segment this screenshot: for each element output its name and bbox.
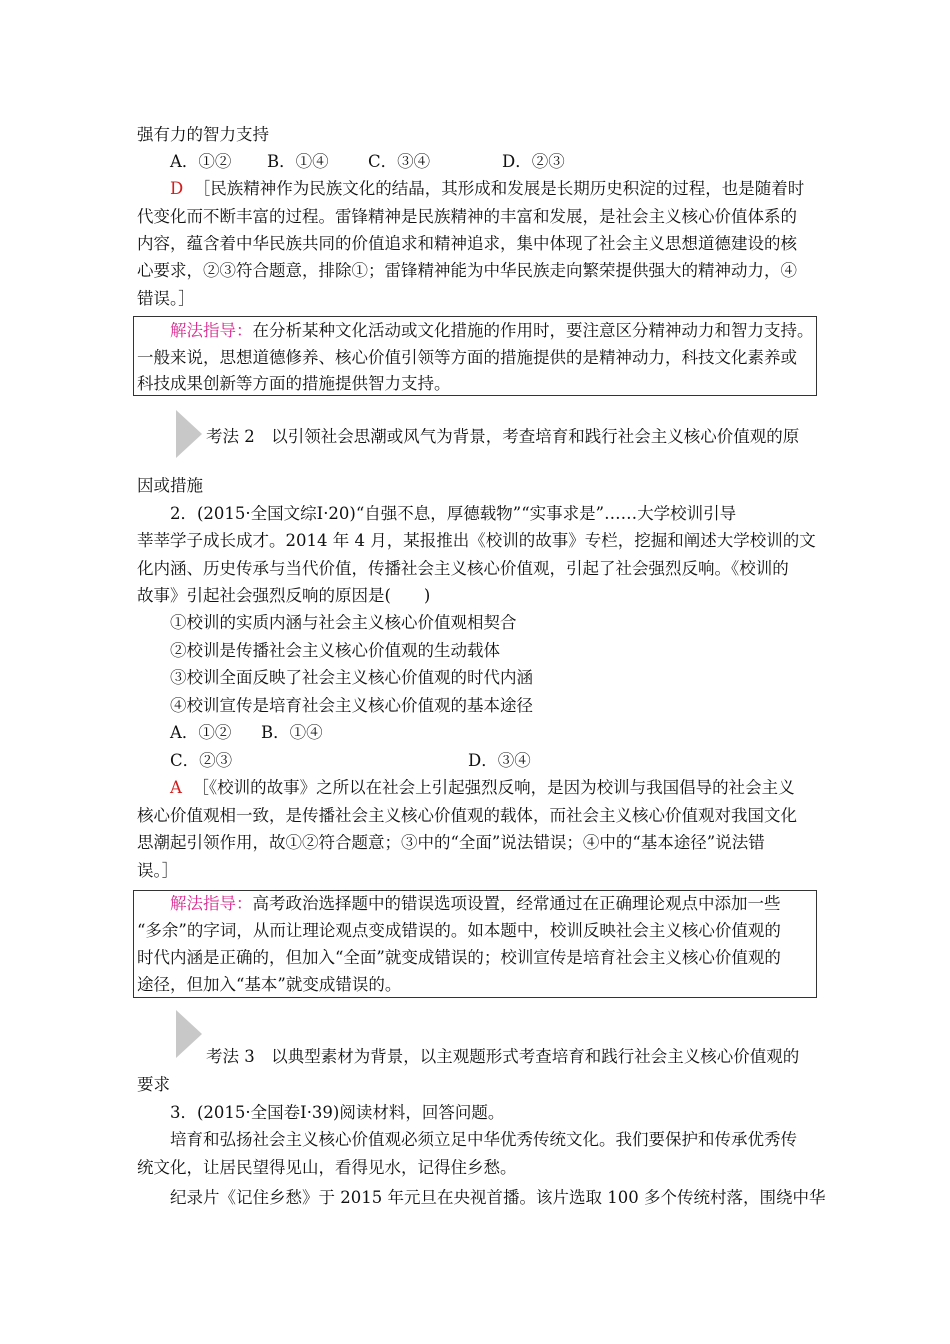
q2-stem-0: 2．(2015·全国文综Ⅰ·20)“自强不息，厚德载物”“实事求是”……大学校训引导 [170, 504, 737, 523]
tip1-text-0: 在分析某种文化活动或文化措施的作用时，要注意区分精神动力和智力支持。 [252, 321, 814, 340]
q1-option-d: D．②③ [502, 152, 565, 171]
q3-line-0: 3．(2015·全国卷Ⅰ·39)阅读材料，回答问题。 [170, 1103, 505, 1122]
q2-item-3: ③校训全面反映了社会主义核心价值观的时代内涵 [170, 668, 533, 687]
q2-option-a: A．①② [170, 723, 232, 742]
q2-item-2: ②校训是传播社会主义核心价值观的生动载体 [170, 641, 500, 660]
tip2-line-2: 时代内涵是正确的，但加入“全面”就变成错误的；校训宣传是培育社会主义核心价值观的 [137, 948, 781, 967]
tip2-line-3: 途径，但加入“基本”就变成错误的。 [137, 975, 402, 994]
tip2-line-0 [170, 893, 781, 915]
q2-explanation-0: ［《校训的故事》之所以在社会上引起强烈反响，是因为校训与我国倡导的社会主义 [192, 778, 795, 797]
q1-stem-tail: 强有力的智力支持 [137, 125, 269, 144]
q2-answer-line [170, 777, 795, 799]
triangle-marker-icon [176, 410, 202, 458]
q3-line-1: 培育和弘扬社会主义核心价值观必须立足中华优秀传统文化。我们要保护和传承优秀传 [170, 1130, 797, 1149]
q2-options-row-2 [170, 750, 531, 772]
tip1-line-2: 科技成果创新等方面的措施提供智力支持。 [137, 374, 451, 393]
tip2-text-0: 高考政治选择题中的错误选项设置，经常通过在正确理论观点中添加一些 [252, 894, 781, 913]
q1-option-c: C．③④ [368, 152, 431, 171]
q1-explanation-2: 内容，蕴含着中华民族共同的价值追求和精神追求，集中体现了社会主义思想道德建设的核 [137, 234, 797, 253]
tip1-line-1: 一般来说，思想道德修养、核心价值引领等方面的措施提供的是精神动力，科技文化素养或 [137, 348, 797, 367]
q2-option-c: C．②③ [170, 751, 233, 770]
q2-explanation-1: 核心价值观相一致，是传播社会主义核心价值观的载体，而社会主义核心价值观对我国文化 [137, 806, 797, 825]
q1-option-b: B．①④ [267, 152, 329, 171]
q2-explanation-3: 误。］ [137, 861, 179, 880]
q1-answer-line [170, 178, 804, 200]
tip1-line-0 [170, 320, 814, 342]
q1-explanation-0: ［民族精神作为民族文化的结晶，其形成和发展是长期历史积淀的过程，也是随着时 [193, 179, 805, 198]
kaofa3-heading: 考法 3 以典型素材为背景，以主观题形式考查培育和践行社会主义核心价值观的 [206, 1047, 800, 1066]
q1-explanation-1: 代变化而不断丰富的过程。雷锋精神是民族精神的丰富和发展，是社会主义核心价值体系的 [137, 207, 797, 226]
kaofa2-heading-cont: 因或措施 [137, 476, 203, 495]
triangle-marker-icon [176, 1010, 202, 1058]
kaofa3-heading-cont: 要求 [137, 1075, 170, 1094]
q2-stem-3: 故事》引起社会强烈反响的原因是( ) [137, 586, 431, 605]
q1-explanation-4: 错误。］ [137, 289, 195, 308]
q2-option-b: B．①④ [261, 723, 323, 742]
q1-options [170, 151, 565, 173]
q1-answer-letter: D [170, 179, 184, 198]
q1-option-a: A．①② [170, 152, 232, 171]
q2-item-4: ④校训宣传是培育社会主义核心价值观的基本途径 [170, 696, 533, 715]
q2-option-d: D．③④ [468, 751, 531, 770]
q2-stem-1: 莘莘学子成长成才。2014 年 4 月，某报推出《校训的故事》专栏，挖掘和阐述大学校训的文 [137, 531, 816, 550]
q2-options-row-1 [170, 722, 323, 744]
q2-stem-2: 化内涵、历史传承与当代价值，传播社会主义核心价值观，引起了社会强烈反响。《校训的 [137, 559, 789, 578]
kaofa2-heading: 考法 2 以引领社会思潮或风气为背景，考查培育和践行社会主义核心价值观的原 [206, 427, 800, 446]
q2-item-1: ①校训的实质内涵与社会主义核心价值观相契合 [170, 613, 517, 632]
tip2-line-1: “多余”的字词，从而让理论观点变成错误的。如本题中，校训反映社会主义核心价值观的 [137, 921, 781, 940]
q2-explanation-2: 思潮起引领作用，故①②符合题意；③中的“全面”说法错误；④中的“基本途径”说法错 [137, 833, 765, 852]
q3-line-2: 统文化，让居民望得见山，看得见水，记得住乡愁。 [137, 1158, 517, 1177]
tip2-label: 解法指导： [170, 894, 253, 913]
q1-explanation-3: 心要求，②③符合题意，排除①；雷锋精神能为中华民族走向繁荣提供强大的精神动力，④ [137, 261, 797, 280]
tip1-label: 解法指导： [170, 321, 253, 340]
q3-line-3: 纪录片《记住乡愁》于 2015 年元旦在央视首播。该片选取 100 多个传统村落，围绕中华 [170, 1188, 826, 1207]
q2-answer-letter: A [170, 778, 182, 797]
